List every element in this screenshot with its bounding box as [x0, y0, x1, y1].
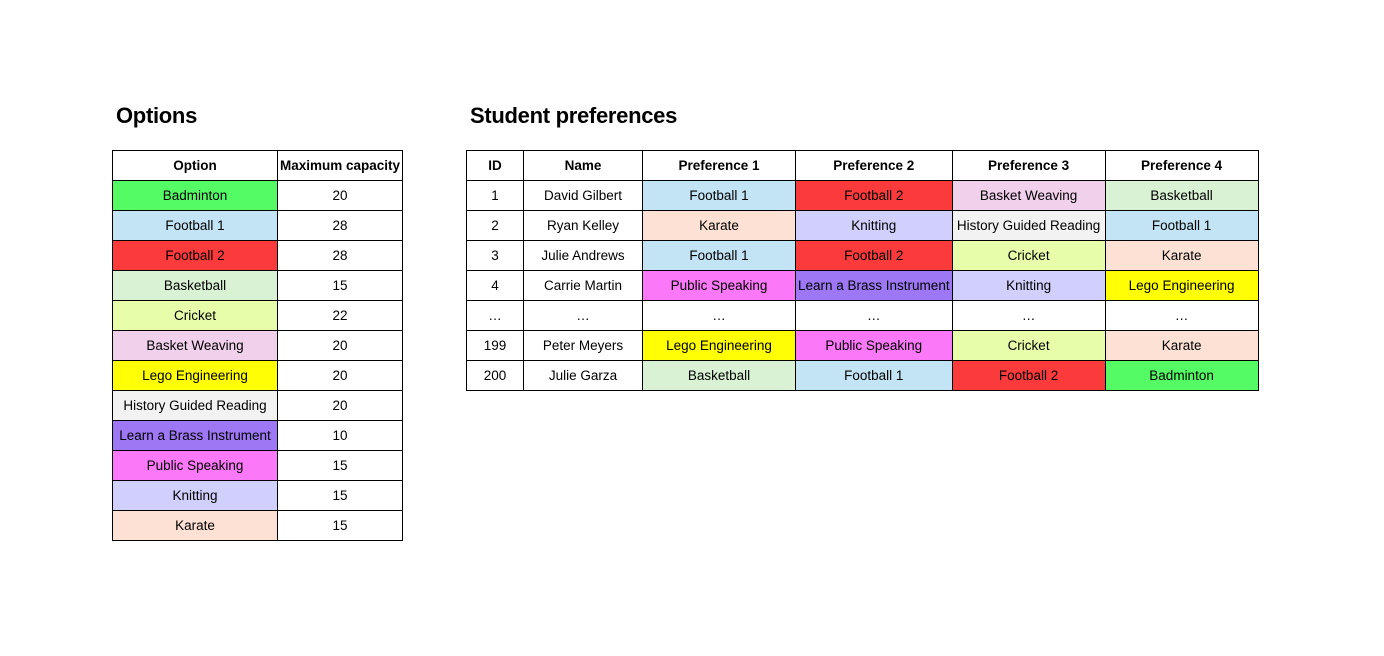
- preferences-table-body: [467, 181, 1259, 391]
- option-name-cell: History Guided Reading: [113, 391, 278, 421]
- preference-3-cell: Football 2: [952, 361, 1105, 391]
- option-capacity-cell: 15: [278, 271, 403, 301]
- option-name-cell: Basketball: [113, 271, 278, 301]
- preferences-header-row: [467, 151, 1259, 181]
- student-name-cell: Julie Garza: [524, 361, 643, 391]
- preference-1-cell: Basketball: [643, 361, 796, 391]
- option-capacity-cell: 20: [278, 331, 403, 361]
- preference-2-cell: Public Speaking: [796, 331, 953, 361]
- option-capacity-cell: 20: [278, 391, 403, 421]
- student-preferences-table: [466, 150, 1259, 391]
- preference-3-cell: Cricket: [952, 331, 1105, 361]
- preference-4-cell: Karate: [1105, 331, 1258, 361]
- student-name-cell: Julie Andrews: [524, 241, 643, 271]
- options-table: [112, 150, 403, 541]
- options-title: Options: [116, 103, 198, 128]
- option-capacity-cell: 28: [278, 211, 403, 241]
- option-capacity-cell: 22: [278, 301, 403, 331]
- student-row: [467, 241, 1259, 271]
- preference-4-cell: Badminton: [1105, 361, 1258, 391]
- preference-1-cell: Lego Engineering: [643, 331, 796, 361]
- option-row: [113, 241, 403, 271]
- preference-4-cell: Karate: [1105, 241, 1258, 271]
- student-row: [467, 361, 1259, 391]
- option-name-cell: Learn a Brass Instrument: [113, 421, 278, 451]
- option-name-cell: Lego Engineering: [113, 361, 278, 391]
- preference-2-cell: Football 1: [796, 361, 953, 391]
- preference-1-cell: Public Speaking: [643, 271, 796, 301]
- student-row: [467, 271, 1259, 301]
- preference-2-cell: Learn a Brass Instrument: [796, 271, 953, 301]
- student-row: [467, 211, 1259, 241]
- options-table-body: [113, 181, 403, 541]
- student-name-cell: Peter Meyers: [524, 331, 643, 361]
- option-capacity-cell: 20: [278, 181, 403, 211]
- option-name-cell: Football 2: [113, 241, 278, 271]
- column-header-option: Option: [113, 151, 278, 181]
- student-preferences-title: Student preferences: [470, 103, 678, 128]
- option-row: [113, 181, 403, 211]
- option-row: [113, 301, 403, 331]
- student-row: [467, 331, 1259, 361]
- preference-1-cell: Karate: [643, 211, 796, 241]
- column-header-preference-1: Preference 1: [643, 151, 796, 181]
- student-id-cell: …: [467, 301, 524, 331]
- option-capacity-cell: 15: [278, 481, 403, 511]
- options-header-row: [113, 151, 403, 181]
- option-row: [113, 421, 403, 451]
- student-row: [467, 181, 1259, 211]
- preference-3-cell: History Guided Reading: [952, 211, 1105, 241]
- preference-3-cell: …: [952, 301, 1105, 331]
- option-row: [113, 361, 403, 391]
- preference-4-cell: Football 1: [1105, 211, 1258, 241]
- option-name-cell: Karate: [113, 511, 278, 541]
- option-name-cell: Basket Weaving: [113, 331, 278, 361]
- student-name-cell: Carrie Martin: [524, 271, 643, 301]
- student-name-cell: Ryan Kelley: [524, 211, 643, 241]
- column-header-name: Name: [524, 151, 643, 181]
- preference-1-cell: Football 1: [643, 241, 796, 271]
- option-row: [113, 271, 403, 301]
- option-capacity-cell: 10: [278, 421, 403, 451]
- option-name-cell: Knitting: [113, 481, 278, 511]
- preference-1-cell: Football 1: [643, 181, 796, 211]
- student-name-cell: …: [524, 301, 643, 331]
- column-header-preference-2: Preference 2: [796, 151, 953, 181]
- option-name-cell: Public Speaking: [113, 451, 278, 481]
- preference-2-cell: …: [796, 301, 953, 331]
- column-header-preference-3: Preference 3: [952, 151, 1105, 181]
- student-id-cell: 4: [467, 271, 524, 301]
- student-id-cell: 1: [467, 181, 524, 211]
- preference-2-cell: Football 2: [796, 181, 953, 211]
- option-name-cell: Cricket: [113, 301, 278, 331]
- student-name-cell: David Gilbert: [524, 181, 643, 211]
- option-capacity-cell: 15: [278, 451, 403, 481]
- option-name-cell: Badminton: [113, 181, 278, 211]
- column-header-id: ID: [467, 151, 524, 181]
- student-id-cell: 199: [467, 331, 524, 361]
- option-capacity-cell: 28: [278, 241, 403, 271]
- option-row: [113, 451, 403, 481]
- preference-1-cell: …: [643, 301, 796, 331]
- option-row: [113, 331, 403, 361]
- option-row: [113, 481, 403, 511]
- preference-4-cell: …: [1105, 301, 1258, 331]
- preference-3-cell: Cricket: [952, 241, 1105, 271]
- preference-3-cell: Knitting: [952, 271, 1105, 301]
- option-capacity-cell: 15: [278, 511, 403, 541]
- preference-3-cell: Basket Weaving: [952, 181, 1105, 211]
- option-row: [113, 211, 403, 241]
- preference-4-cell: Basketball: [1105, 181, 1258, 211]
- preference-4-cell: Lego Engineering: [1105, 271, 1258, 301]
- student-id-cell: 3: [467, 241, 524, 271]
- column-header-preference-4: Preference 4: [1105, 151, 1258, 181]
- option-row: [113, 391, 403, 421]
- option-capacity-cell: 20: [278, 361, 403, 391]
- preference-2-cell: Football 2: [796, 241, 953, 271]
- student-id-cell: 200: [467, 361, 524, 391]
- option-name-cell: Football 1: [113, 211, 278, 241]
- column-header-maximum-capacity: Maximum capacity: [278, 151, 403, 181]
- student-id-cell: 2: [467, 211, 524, 241]
- option-row: [113, 511, 403, 541]
- preference-2-cell: Knitting: [796, 211, 953, 241]
- student-row: [467, 301, 1259, 331]
